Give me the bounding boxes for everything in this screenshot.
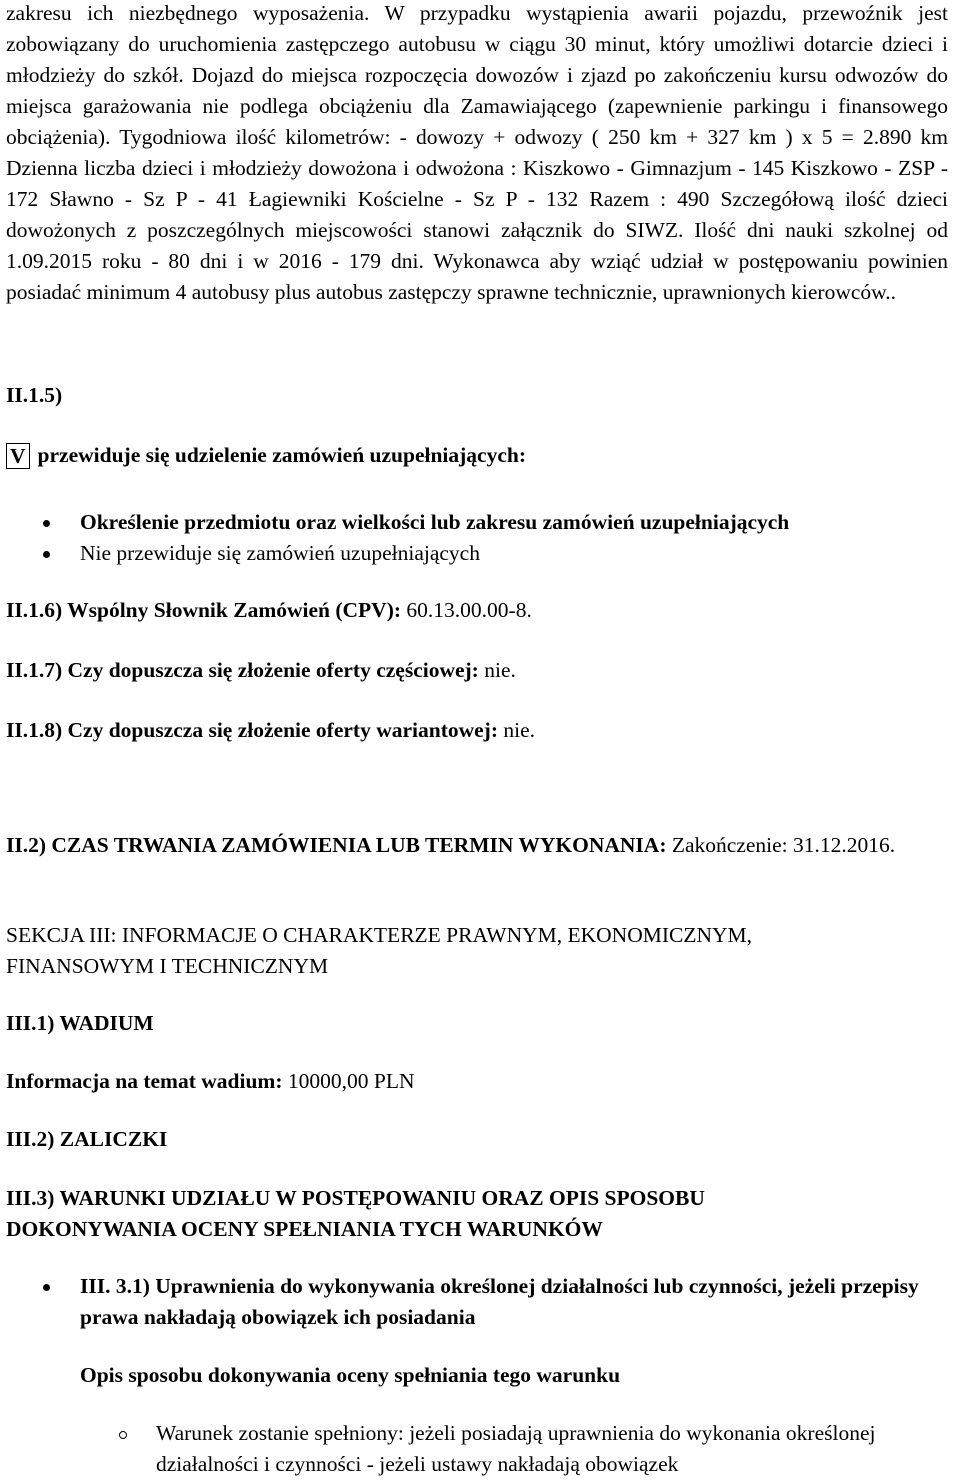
section-ii-2 (6, 830, 948, 861)
section-ii-1-5-label: II.1.5) (6, 383, 63, 407)
condition-item: Warunek zostanie spełniony: jeżeli posiadają uprawnienia do wykonania określonej działalności i czynności - jeżeli ustawy nakładają obowiązek (156, 1418, 916, 1480)
section-ii-1-5-option (6, 440, 948, 471)
section-ii-1-5-heading: przewiduje się udzielenie zamówień uzupełniających: (37, 443, 527, 467)
wadium-label: Informacja na temat wadium: (6, 1069, 283, 1093)
cpv-label: II.1.6) Wspólny Słownik Zamówień (CPV): (6, 598, 402, 622)
cpv-value: 60.13.00.00-8. (406, 598, 532, 622)
section-iii-3-1: III. 3.1) Uprawnienia do wykonywania określonej działalności lub czynności, jeżeli przepisy prawa nakładają obowiązek ich posiadania (80, 1271, 940, 1333)
duration-value: Zakończenie: 31.12.2016. (671, 833, 896, 857)
section-ii-1-8 (6, 715, 948, 746)
section-ii-1-7 (6, 655, 948, 686)
wadium-value: 10000,00 PLN (287, 1069, 415, 1093)
variant-offer-value: nie. (503, 718, 536, 742)
section-ii-1-6 (6, 595, 948, 626)
condition-list (156, 1418, 916, 1480)
variant-offer-label: II.1.8) Czy dopuszcza się złożenie oferty wariantowej: (6, 718, 498, 742)
intro-paragraph: zakresu ich niezbędnego wyposażenia. W przypadku wystąpienia awarii pojazdu, przewoźnik jest zobowiązany do uruchomienia zastępczego autobusu w ciągu 30 minut, który umożliwi dotarcie dzieci i młodzieży do szkół. Dojazd do miejsca rozpoczęcia dowozów i zjazd po zakończeniu kursu odwozów do miejsca garażowania nie podlega obciążeniu dla Zamawiającego (zapewnienie parkingu i finansowego obciążenia). Tygodniowa ilość kilometrów: - dowozy + odwozy ( 250 km + 327 km ) x 5 = 2.890 km Dzienna liczba dzieci i młodzieży dowożona i odwożona : Kiszkowo - Gimnazjum - 145 Kiszkowo - ZSP - 172 Sławno - Sz P - 41 Łagiewniki Kościelne - Sz P - 132 Razem : 490 Szczegółową ilość dzieci dowożonych z poszczególnych miejscowości stanowi załącznik do SIWZ. Ilość dni nauki szkolnej od 1.09.2015 roku - 80 dni i w 2016 - 179 dni. Wykonawca aby wziąć udział w postępowaniu powinien posiadać minimum 4 autobusy plus autobus zastępczy sprawne technicznie, uprawnionych kierowców.. (6, 1, 948, 304)
section-iii-2: III.2) ZALICZKI (6, 1127, 168, 1151)
partial-offer-label: II.1.7) Czy dopuszcza się złożenie oferty częściowej: (6, 658, 479, 682)
duration-label: II.2) CZAS TRWANIA ZAMÓWIENIA LUB TERMIN WYKONANIA: (6, 833, 667, 857)
partial-offer-value: nie. (484, 658, 516, 682)
section-iii-title: SEKCJA III: INFORMACJE O CHARAKTERZE PRAWNYM, EKONOMICZNYM, FINANSOWYM I TECHNICZNYM (6, 923, 753, 978)
list-item: Nie przewiduje się zamówień uzupełniających (80, 538, 940, 569)
section-iii-1: III.1) WADIUM (6, 1011, 154, 1035)
opis-heading: Opis sposobu dokonywania oceny spełniania tego warunku (80, 1363, 621, 1387)
wadium-info (6, 1066, 948, 1097)
section-iii-3-1-list (80, 1271, 940, 1333)
supplementary-orders-list (80, 507, 940, 569)
checked-box: V (6, 443, 30, 469)
list-item: Określenie przedmiotu oraz wielkości lub zakresu zamówień uzupełniających (80, 507, 940, 538)
section-iii-3: III.3) WARUNKI UDZIAŁU W POSTĘPOWANIU ORAZ OPIS SPOSOBU DOKONYWANIA OCENY SPEŁNIANIA TYCH WARUNKÓW (6, 1186, 705, 1241)
